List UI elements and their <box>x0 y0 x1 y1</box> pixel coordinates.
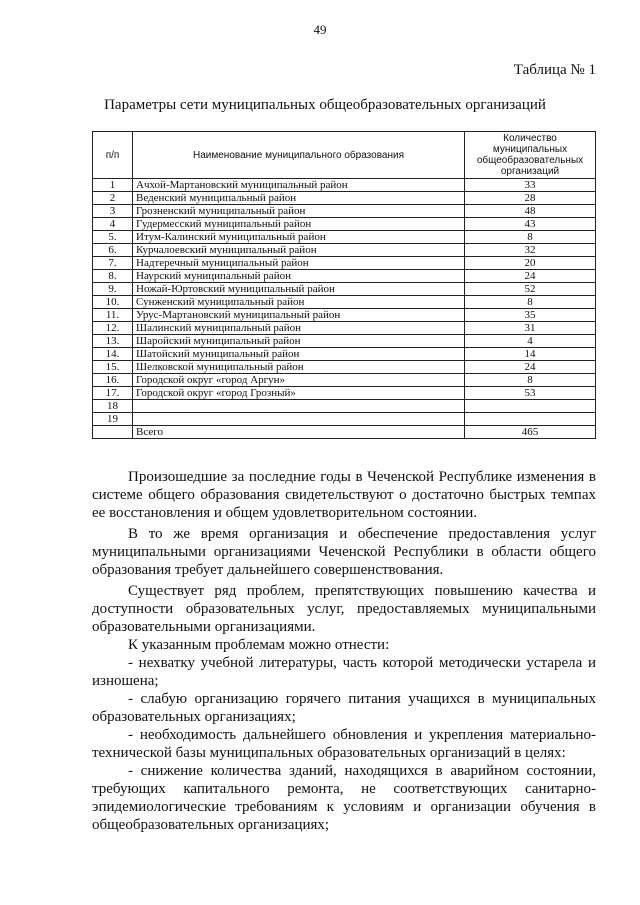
list-item: - снижение количества зданий, находящихся в аварийном состоянии, требующих капитального ремонта, не соответствующих санитарно-эпидемиологические требованиям к условиям и организации обучения в общеобразовательных организациях; <box>92 763 596 833</box>
table-row <box>93 205 596 218</box>
cell-name: Шелковской муниципальный район <box>133 361 465 374</box>
cell-num: 14. <box>93 348 133 361</box>
cell-num <box>93 426 133 439</box>
cell-num: 11. <box>93 309 133 322</box>
table-row <box>93 361 596 374</box>
table-row <box>93 387 596 400</box>
cell-count: 8 <box>465 231 596 244</box>
cell-num: 3 <box>93 205 133 218</box>
cell-name: Грозненский муниципальный район <box>133 205 465 218</box>
cell-count: 53 <box>465 387 596 400</box>
cell-name: Урус-Мартановский муниципальный район <box>133 309 465 322</box>
table-row <box>93 218 596 231</box>
cell-count: 31 <box>465 322 596 335</box>
list-item: - нехватку учебной литературы, часть которой методически устарела и изношена; <box>92 655 596 689</box>
cell-num: 17. <box>93 387 133 400</box>
cell-count: 48 <box>465 205 596 218</box>
table-row <box>93 374 596 387</box>
cell-num: 8. <box>93 270 133 283</box>
table-row <box>93 244 596 257</box>
cell-num: 6. <box>93 244 133 257</box>
paragraph: К указанным проблемам можно отнести: <box>128 637 390 653</box>
parameters-table <box>92 131 596 439</box>
cell-count <box>465 400 596 413</box>
cell-count: 52 <box>465 283 596 296</box>
body-text <box>92 468 596 834</box>
cell-num: 4 <box>93 218 133 231</box>
cell-name: Гудермесский муниципальный район <box>133 218 465 231</box>
table-row <box>93 179 596 192</box>
cell-name: Шаройский муниципальный район <box>133 335 465 348</box>
list-item: - необходимость дальнейшего обновления и укрепления материально-технической базы муниципальных образовательных организаций в целях: <box>92 727 596 761</box>
cell-num: 2 <box>93 192 133 205</box>
cell-count: 20 <box>465 257 596 270</box>
cell-num: 1 <box>93 179 133 192</box>
cell-count: 33 <box>465 179 596 192</box>
cell-count: 24 <box>465 270 596 283</box>
cell-num: 7. <box>93 257 133 270</box>
list-item: - слабую организацию горячего питания учащихся в муниципальных образовательных организациях; <box>92 691 596 725</box>
cell-name: Ножай-Юртовский муниципальный район <box>133 283 465 296</box>
cell-count <box>465 413 596 426</box>
table-row <box>93 309 596 322</box>
paragraph: Существует ряд проблем, препятствующих повышению качества и доступности образовательных услуг, предоставляемых муниципальными образовательными организациями. <box>92 583 596 635</box>
cell-num: 15. <box>93 361 133 374</box>
total-row <box>93 426 596 439</box>
cell-name: Надтеречный муниципальный район <box>133 257 465 270</box>
cell-num: 16. <box>93 374 133 387</box>
cell-name: Шалинский муниципальный район <box>133 322 465 335</box>
cell-name: Городской округ «город Аргун» <box>133 374 465 387</box>
cell-count: 35 <box>465 309 596 322</box>
table-row <box>93 348 596 361</box>
cell-num: 19 <box>93 413 133 426</box>
cell-name: Городской округ «город Грозный» <box>133 387 465 400</box>
table-row <box>93 335 596 348</box>
cell-num: 13. <box>93 335 133 348</box>
table-label: Таблица № 1 <box>513 62 596 78</box>
cell-name: Сунженский муниципальный район <box>133 296 465 309</box>
table-row <box>93 192 596 205</box>
cell-num: 9. <box>93 283 133 296</box>
cell-name: Ачхой-Мартановский муниципальный район <box>133 179 465 192</box>
cell-count: 32 <box>465 244 596 257</box>
table-row <box>93 270 596 283</box>
cell-name <box>133 413 465 426</box>
cell-num: 5. <box>93 231 133 244</box>
paragraph: В то же время организация и обеспечение предоставления услуг муниципальными организациями Чеченской Республики в области общего образования требует дальнейшего совершенствования. <box>92 526 596 578</box>
table-row <box>93 257 596 270</box>
cell-name: Шатойский муниципальный район <box>133 348 465 361</box>
cell-name: Наурский муниципальный район <box>133 270 465 283</box>
cell-name: Веденский муниципальный район <box>133 192 465 205</box>
cell-count: 8 <box>465 374 596 387</box>
table-row <box>93 283 596 296</box>
cell-count: 8 <box>465 296 596 309</box>
cell-count: 28 <box>465 192 596 205</box>
total-count: 465 <box>465 426 596 439</box>
table-row <box>93 296 596 309</box>
cell-count: 4 <box>465 335 596 348</box>
cell-name: Курчалоевский муниципальный район <box>133 244 465 257</box>
table-header-row <box>93 132 596 179</box>
table-row <box>93 322 596 335</box>
header-count: Количество муниципальных общеобразовательных организаций <box>465 132 596 179</box>
cell-name <box>133 400 465 413</box>
table-title: Параметры сети муниципальных общеобразовательных организаций <box>104 97 546 113</box>
header-name: Наименование муниципального образования <box>133 132 465 179</box>
header-num: п/п <box>93 132 133 179</box>
table-row <box>93 413 596 426</box>
cell-name: Итум-Калинский муниципальный район <box>133 231 465 244</box>
table-row <box>93 231 596 244</box>
cell-num: 12. <box>93 322 133 335</box>
cell-num: 10. <box>93 296 133 309</box>
cell-num: 18 <box>93 400 133 413</box>
paragraph: Произошедшие за последние годы в Чеченской Республике изменения в системе общего образования свидетельствуют о достаточно быстрых темпах ее восстановления и общем удовлетворительном состоянии. <box>92 469 596 521</box>
table-row <box>93 400 596 413</box>
page-number: 49 <box>313 22 327 37</box>
cell-count: 14 <box>465 348 596 361</box>
cell-count: 24 <box>465 361 596 374</box>
cell-count: 43 <box>465 218 596 231</box>
total-label: Всего <box>133 426 465 439</box>
